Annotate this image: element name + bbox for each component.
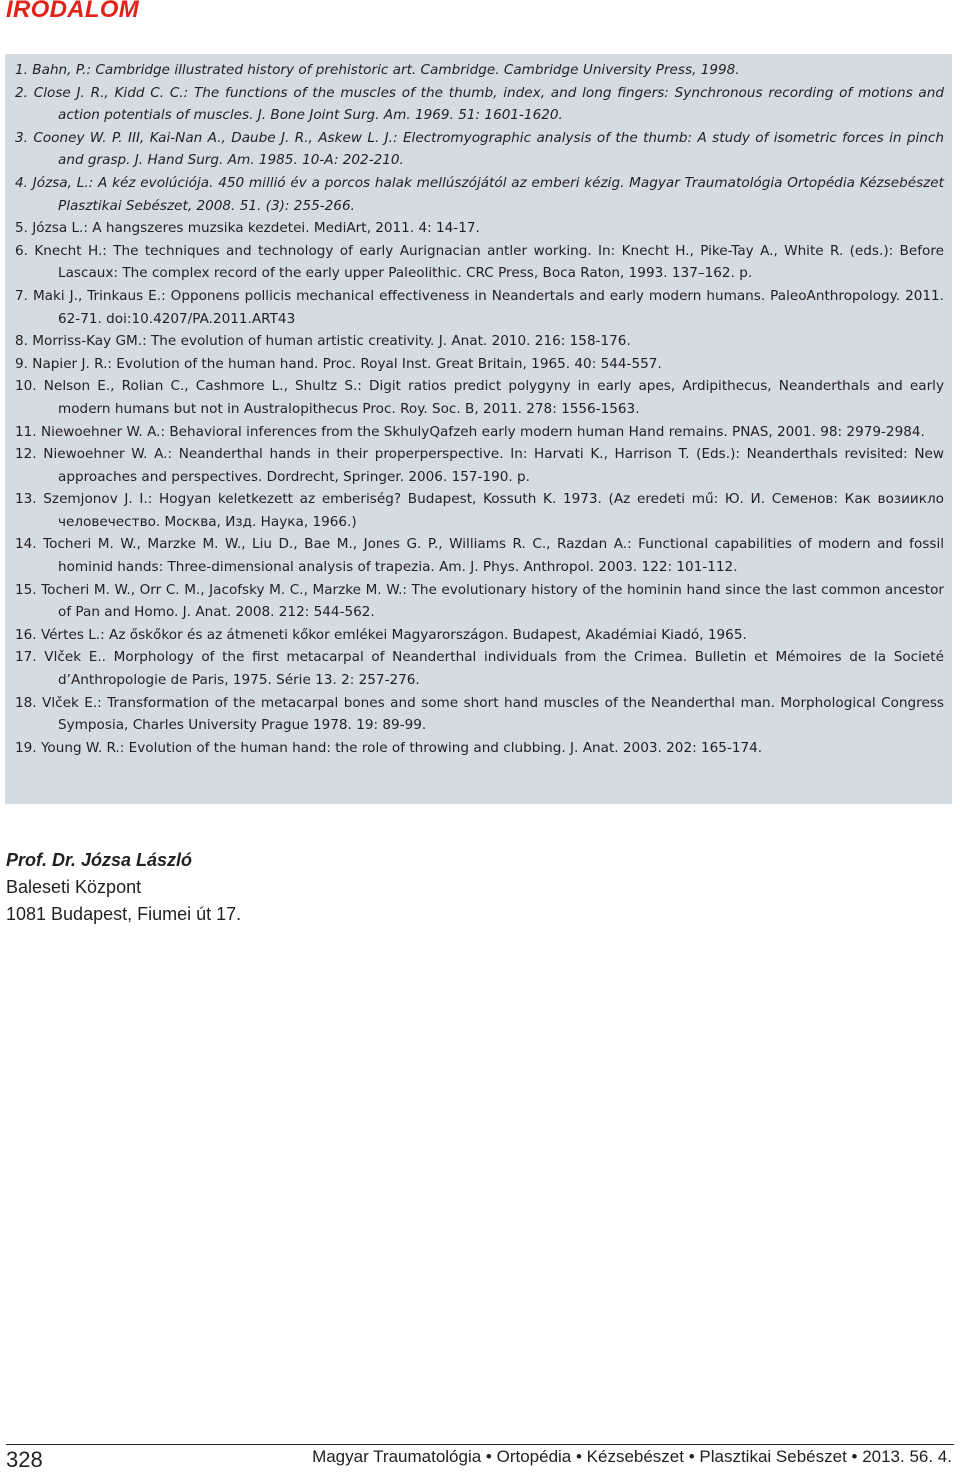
reference-item: 5. Józsa L.: A hangszeres muzsika kezdetei. MediArt, 2011. 4: 14-17. xyxy=(15,220,480,237)
reference-item: 7. Maki J., Trinkaus E.: Opponens pollicis mechanical effectiveness in Neandertals and early modern humans. PaleoAnthropology. 2011. 62-71. doi:10.4207/PA.2011.ART43 xyxy=(15,287,944,327)
reference-item: 17. Vlček E.. Morphology of the first metacarpal of Neanderthal individuals from the Crimea. Bulletin et Mémoires de la Societé d’Anthropologie de Paris, 1975. Série 13. 2: 257-276. xyxy=(15,649,944,689)
reference-item: 1. Bahn, P.: Cambridge illustrated history of prehistoric art. Cambridge. Cambridge University Press, 1998. xyxy=(15,62,740,78)
reference-item: 15. Tocheri M. W., Orr C. M., Jacofsky M. C., Marzke M. W.: The evolutionary history of the hominin hand since the last common ancestor of Pan and Homo. J. Anat. 2008. 212: 544-562. xyxy=(15,581,944,621)
author-block xyxy=(6,847,241,928)
author-address: 1081 Budapest, Fiumei út 17. xyxy=(6,904,242,924)
reference-item: 4. Józsa, L.: A kéz evolúciója. 450 millió év a porcos halak mellúszójától az emberi kézig. Magyar Traumatológia Ortopédia Kézsebészet Plasztikai Sebészet, 2008. 51. (3): 255-266. xyxy=(15,174,944,214)
reference-item: 10. Nelson E., Rolian C., Cashmore L., Shultz S.: Digit ratios predict polygyny in early apes, Ardipithecus, Neanderthals and early modern humans but not in Australopithecus Proc. Roy. Soc. B, 2011. 278: 1556-1563. xyxy=(15,378,944,417)
journal-footer: Magyar Traumatológia • Ortopédia • Kézsebészet • Plasztikai Sebészet • 2013. 56. 4. xyxy=(312,1447,952,1466)
reference-item: 16. Vértes L.: Az őskőkor és az átmeneti kőkor emlékei Magyarországon. Budapest, Akadémiai Kiadó, 1965. xyxy=(15,626,747,643)
author-name: Prof. Dr. Józsa László xyxy=(6,850,193,870)
reference-item: 14. Tocheri M. W., Marzke M. W., Liu D., Bae M., Jones G. P., Williams R. C., Razdan A.: Functional capabilities of modern and fossil hominid hands: Three-dimensional analysis of trapezia. Am. J. Phys. Anthropol. 2003. 122: 101-112. xyxy=(15,536,944,576)
reference-item: 3. Cooney W. P. III, Kai-Nan A., Daube J. R., Askew L. J.: Electromyographic analysis of the thumb: A study of isometric forces in pinch and grasp. J. Hand Surg. Am. 1985. 10-A: 202-210. xyxy=(15,129,944,169)
reference-item: 19. Young W. R.: Evolution of the human hand: the role of throwing and clubbing. J. Anat. 2003. 202: 165-174. xyxy=(15,739,763,756)
reference-item: 12. Niewoehner W. A.: Neanderthal hands in their properperspective. In: Harvati K., Harrison T. (Eds.): Neanderthals revisited: New approaches and perspectives. Dordrecht, Springer. 2006. 157-190. p. xyxy=(15,446,944,485)
section-heading: IRODALOM xyxy=(6,0,140,23)
footer-divider xyxy=(6,1444,954,1445)
reference-item: 11. Niewoehner W. A.: Behavioral inferences from the SkhulyQafzeh early modern human Hand remains. PNAS, 2001. 98: 2979-2984. xyxy=(15,423,925,440)
reference-list xyxy=(5,54,952,804)
reference-item: 9. Napier J. R.: Evolution of the human hand. Proc. Royal Inst. Great Britain, 1965. 40: 544-557. xyxy=(15,355,662,372)
reference-item: 6. Knecht H.: The techniques and technology of early Aurignacian antler working. In: Knecht H., Pike-Tay A., White R. (eds.): Before Lascaux: The complex record of the early upper Paleolithic. CRC Press, Boca Raton, 1993. 137–162. p. xyxy=(15,242,944,282)
reference-item: 2. Close J. R., Kidd C. C.: The functions of the muscles of the thumb, index, and long fingers: Synchronous recording of motions and action potentials of muscles. J. Bone Joint Surg. Am. 1969. 51: 1601-1620. xyxy=(15,84,944,124)
reference-item: 13. Szemjonov J. I.: Hogyan keletkezett az emberiség? Budapest, Kossuth K. 1973. (Az eredeti mű: Ю. И. Семенов: Как возиикло человечество. Москва, Изд. Наука, 1966.) xyxy=(15,491,944,530)
page-number: 328 xyxy=(6,1447,43,1472)
author-institution: Baleseti Központ xyxy=(6,877,142,897)
reference-item: 8. Morriss-Kay GM.: The evolution of human artistic creativity. J. Anat. 2010. 216: 158-176. xyxy=(15,333,631,350)
reference-item: 18. Vlček E.: Transformation of the metacarpal bones and some short hand muscles of the Neanderthal man. Morphological Congress Symposia, Charles University Prague 1978. 19: 89-99. xyxy=(15,694,944,734)
